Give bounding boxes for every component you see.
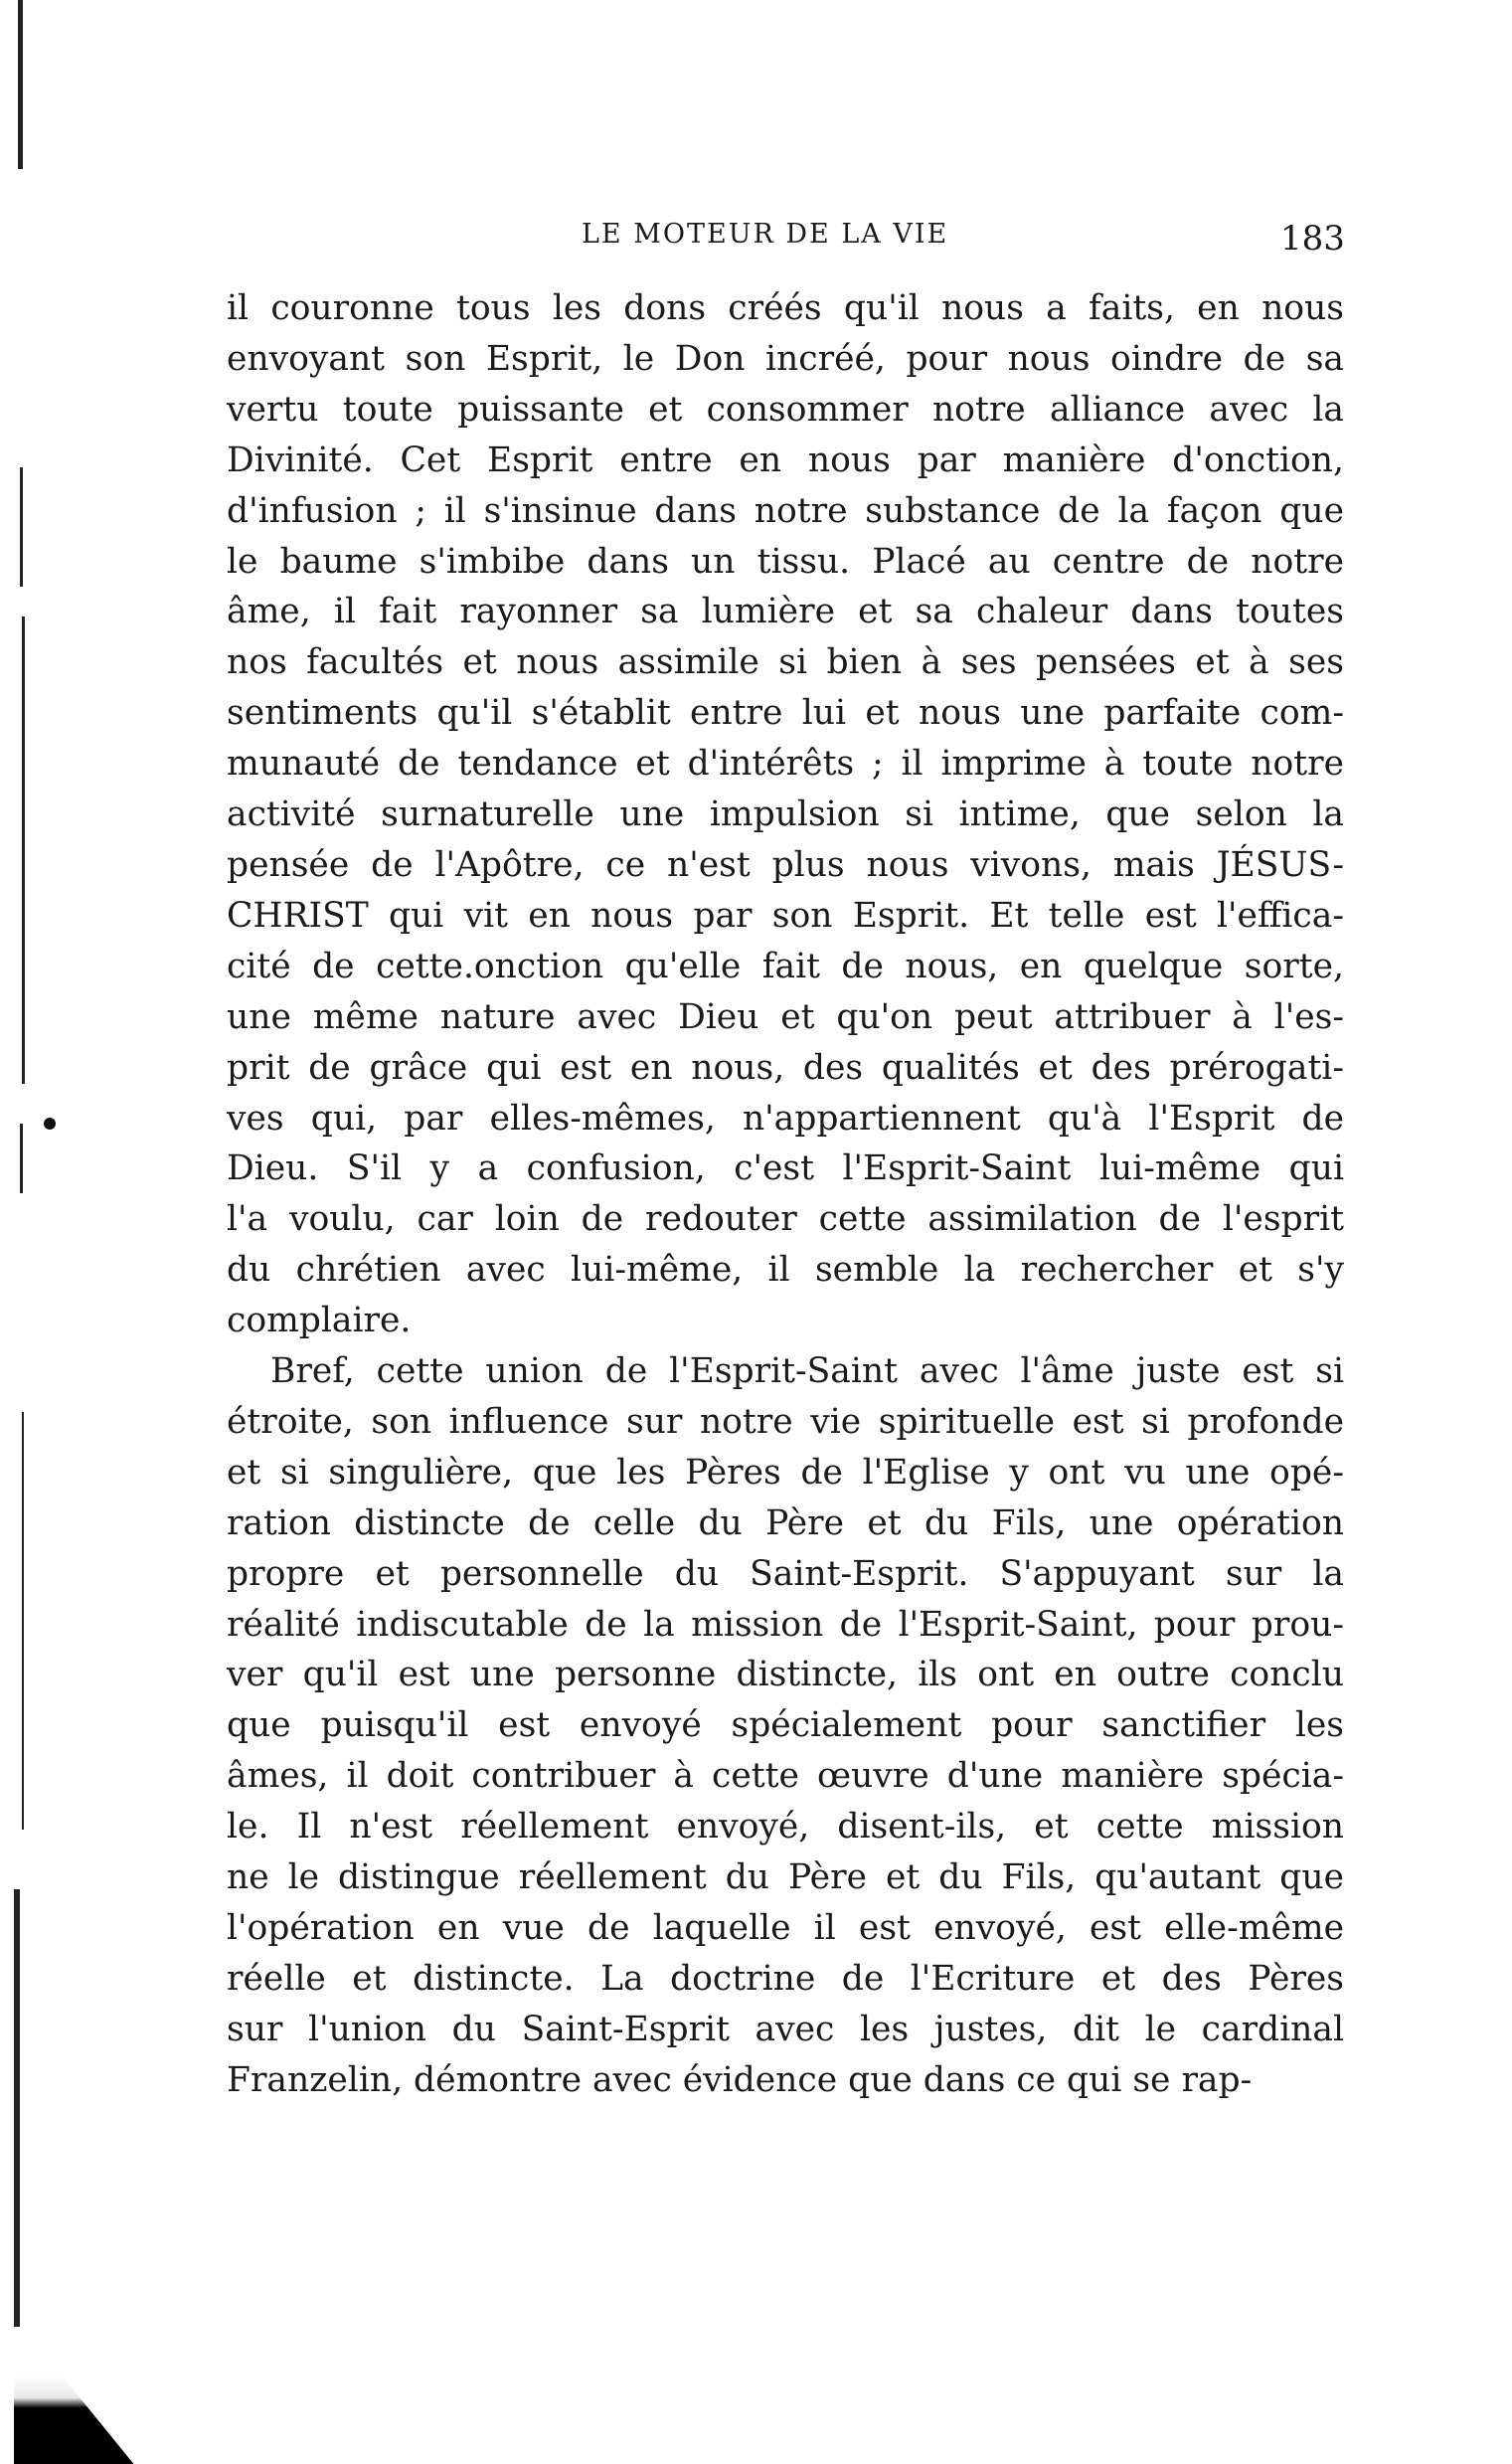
text-line: nos facultés et nous assimile si bien à ses pensées et à ses bbox=[227, 642, 1344, 683]
text-line: prit de grâce qui est en nous, des qualités et des prérogati- bbox=[227, 1047, 1344, 1088]
text-line: ves qui, par elles-mêmes, n'appartiennent qu'à l'Esprit de bbox=[227, 1098, 1344, 1139]
text-line: Bref, cette union de l'Esprit-Saint avec l'âme juste est si bbox=[270, 1351, 1344, 1392]
text-line: le. Il n'est réellement envoyé, disent-ils, et cette mission bbox=[227, 1807, 1344, 1848]
text-line: âme, il fait rayonner sa lumière et sa chaleur dans toutes bbox=[227, 592, 1344, 632]
page-number: 183 bbox=[1280, 219, 1345, 259]
text-line: pensée de l'Apôtre, ce n'est plus nous vivons, mais JÉSUS- bbox=[227, 844, 1344, 885]
binding-edge-mark bbox=[22, 616, 25, 1084]
binding-edge-mark bbox=[20, 467, 23, 587]
paragraph-2 bbox=[227, 1346, 1344, 2106]
text-line: activité surnaturelle une impulsion si intime, que selon la bbox=[227, 794, 1344, 835]
text-line: munauté de tendance et d'intérêts ; il imprime à toute notre bbox=[227, 744, 1344, 785]
paragraph-1 bbox=[227, 283, 1344, 1346]
text-line: vertu toute puissante et consommer notre alliance avec la bbox=[227, 389, 1344, 430]
text-line: ration distincte de celle du Père et du Fils, une opération bbox=[227, 1502, 1344, 1543]
text-line: une même nature avec Dieu et qu'on peut attribuer à l'es- bbox=[227, 996, 1344, 1037]
binding-edge-mark bbox=[20, 1124, 23, 1193]
margin-dot bbox=[44, 1118, 56, 1130]
binding-edge-mark bbox=[14, 1889, 20, 2327]
page-shadow bbox=[14, 2317, 1512, 2464]
text-line: CHRIST qui vit en nous par son Esprit. Et telle est l'effica- bbox=[227, 895, 1344, 936]
text-line: étroite, son influence sur notre vie spirituelle est si profonde bbox=[227, 1401, 1344, 1442]
text-line: complaire. bbox=[227, 1301, 412, 1341]
binding-edge-mark bbox=[22, 1412, 24, 1830]
text-line: ver qu'il est une personne distincte, ils ont en outre conclu bbox=[227, 1655, 1344, 1695]
text-line: Dieu. S'il y a confusion, c'est l'Esprit-Saint lui-même qui bbox=[227, 1148, 1344, 1189]
binding-edge-mark bbox=[18, 0, 23, 169]
text-line: réelle et distincte. La doctrine de l'Ecriture et des Pères bbox=[227, 1958, 1344, 1999]
text-line: du chrétien avec lui-même, il semble la rechercher et s'y bbox=[227, 1250, 1344, 1291]
text-line: propre et personnelle du Saint-Esprit. S'appuyant sur la bbox=[227, 1553, 1344, 1594]
text-line: l'opération en vue de laquelle il est envoyé, est elle-même bbox=[227, 1908, 1344, 1948]
body-text bbox=[227, 283, 1344, 2106]
text-line: âmes, il doit contribuer à cette œuvre d'une manière spécia- bbox=[227, 1756, 1344, 1797]
text-line: et si singulière, que les Pères de l'Eglise y ont vu une opé- bbox=[227, 1452, 1344, 1493]
text-line: Franzelin, démontre avec évidence que dans ce qui se rap- bbox=[227, 2059, 1253, 2100]
text-line: envoyant son Esprit, le Don incréé, pour nous oindre de sa bbox=[227, 338, 1344, 379]
text-line: sur l'union du Saint-Esprit avec les justes, dit le cardinal bbox=[227, 2009, 1344, 2049]
text-line: l'a voulu, car loin de redouter cette assimilation de l'esprit bbox=[227, 1199, 1344, 1240]
text-line: d'infusion ; il s'insinue dans notre substance de la façon que bbox=[227, 490, 1344, 531]
text-line: Divinité. Cet Esprit entre en nous par manière d'onction, bbox=[227, 440, 1344, 480]
text-line: il couronne tous les dons créés qu'il nous a faits, en nous bbox=[227, 288, 1344, 328]
running-title: LE MOTEUR DE LA VIE bbox=[582, 219, 949, 250]
text-line: sentiments qu'il s'établit entre lui et nous une parfaite com- bbox=[227, 693, 1344, 734]
text-line: ne le distingue réellement du Père et du Fils, qu'autant que bbox=[227, 1857, 1344, 1898]
text-line: réalité indiscutable de la mission de l'Esprit-Saint, pour prou- bbox=[227, 1604, 1344, 1645]
text-line: que puisqu'il est envoyé spécialement pour sanctifier les bbox=[227, 1705, 1344, 1746]
text-line: cité de cette.onction qu'elle fait de nous, en quelque sorte, bbox=[227, 946, 1344, 986]
text-line: le baume s'imbibe dans un tissu. Placé au centre de notre bbox=[227, 541, 1344, 582]
